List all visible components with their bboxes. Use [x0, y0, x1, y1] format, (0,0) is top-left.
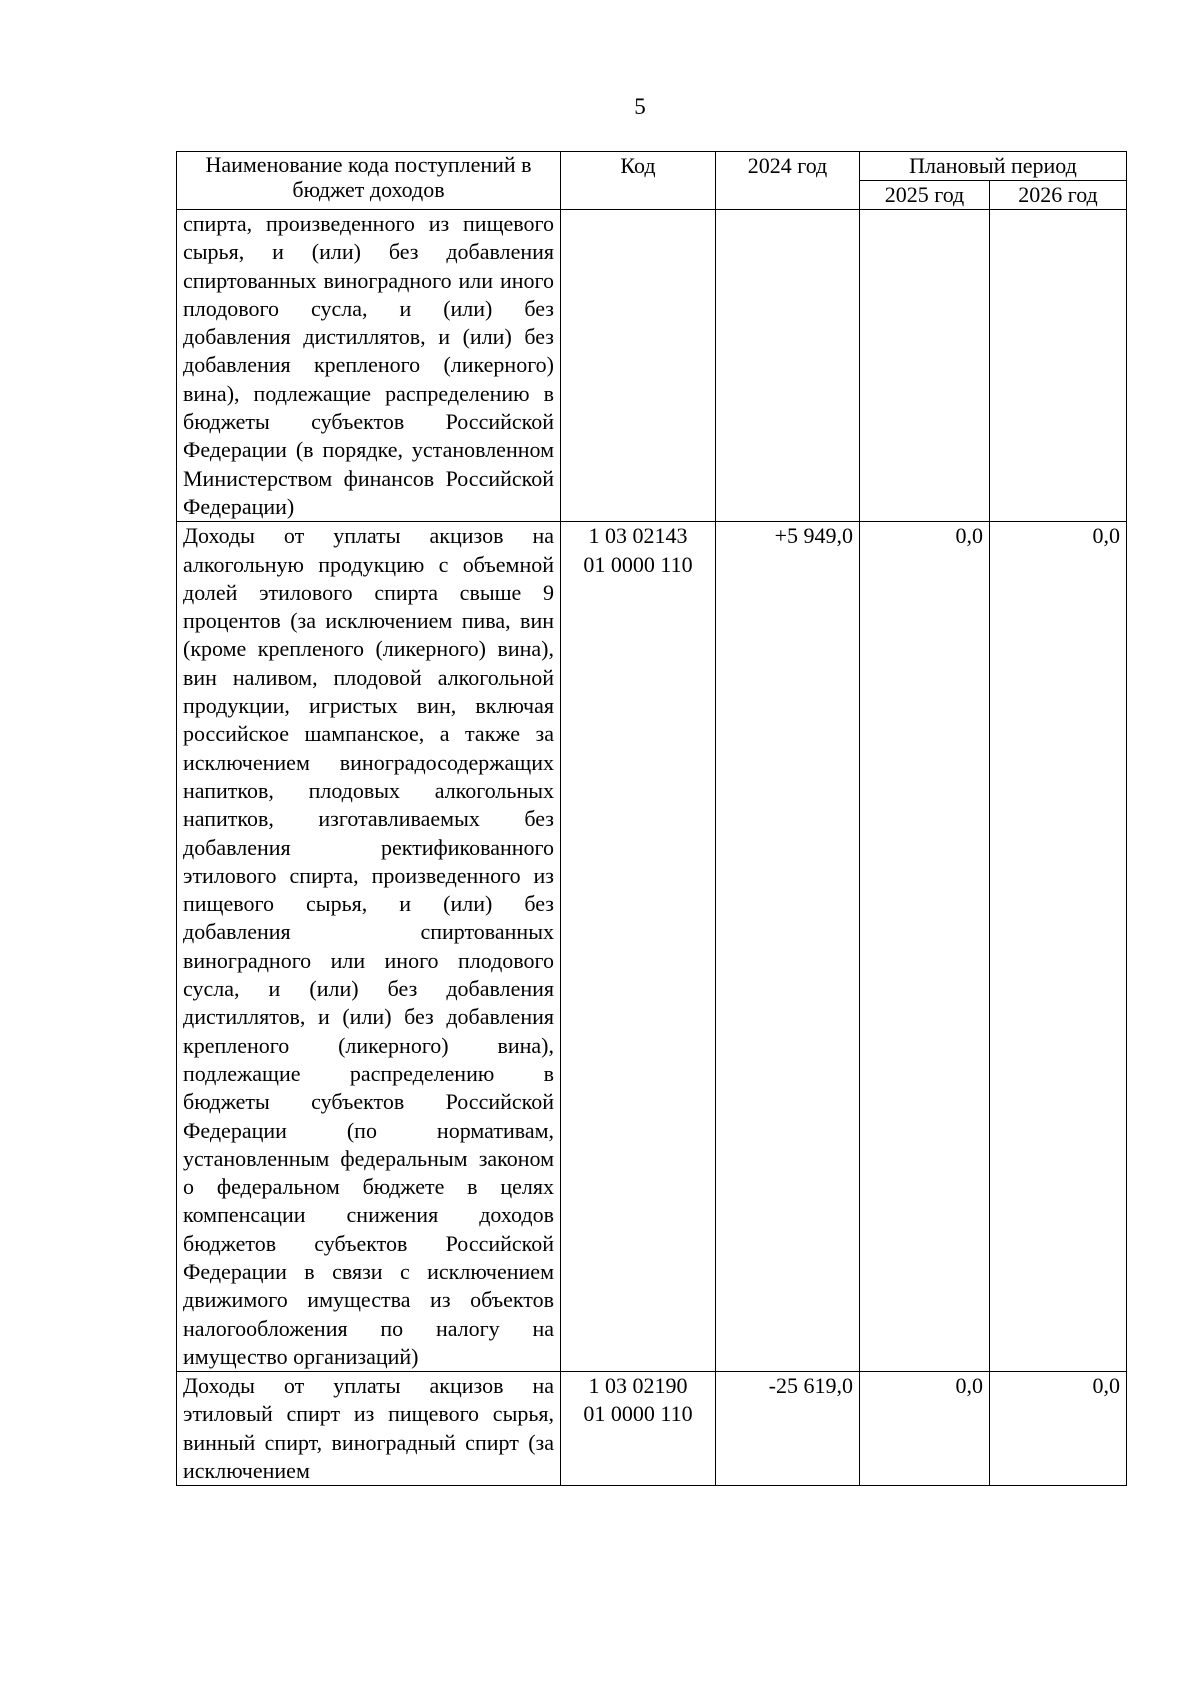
row-code-line1: 1 03 02143 [588, 523, 688, 549]
row-code [561, 1372, 716, 1486]
row-value-2024: -25 619,0 [716, 1372, 860, 1486]
row-value-2026: 0,0 [990, 1372, 1127, 1486]
header-planned-period: Плановый период [860, 152, 1127, 181]
row-name: Доходы от уплаты акцизов на этиловый спирт из пищевого сырья, винный спирт, виноградный спирт (за исключением [177, 1372, 561, 1486]
row-value-2024: +5 949,0 [716, 522, 860, 1372]
page-number: 5 [634, 94, 646, 119]
table-row [177, 210, 1127, 522]
row-code [561, 210, 716, 522]
row-code [561, 522, 716, 1372]
row-code-line1: 1 03 02190 [588, 1373, 688, 1399]
header-name: Наименование кода поступлений в бюджет доходов [177, 152, 561, 210]
row-value-2026: 0,0 [990, 522, 1127, 1372]
row-code-line2: 01 0000 110 [583, 551, 693, 577]
row-value-2025 [860, 210, 990, 522]
table-row [177, 522, 1127, 1372]
row-value-2024 [716, 210, 860, 522]
header-year-2026: 2026 год [990, 181, 1127, 210]
revenue-table [176, 151, 1127, 1486]
header-code: Код [561, 152, 716, 210]
row-code-line2: 01 0000 110 [583, 1401, 693, 1427]
row-value-2026 [990, 210, 1127, 522]
row-value-2025: 0,0 [860, 1372, 990, 1486]
header-year-2024: 2024 год [716, 152, 860, 210]
row-name: Доходы от уплаты акцизов на алкогольную продукцию с объемной долей этилового спирта свыше 9 процентов (за исключением пива, вин (кроме крепленого (ликерного) вина), вин наливом, плодовой алкогольной продукции, игристых вин, включая российское шампанское, а также за исключением виноградосодержащих напитков, плодовых алкогольных напитков, изготавливаемых без добавления ректификованного этилового спирта, произведенного из пищевого сырья, и (или) без добавления спиртованных виноградного или иного плодового сусла, и (или) без добавления дистиллятов, и (или) без добавления крепленого (ликерного) вина), подлежащие распределению в бюджеты субъектов Российской Федерации (по нормативам, установленным федеральным законом о федеральном бюджете в целях компенсации снижения доходов бюджетов субъектов Российской Федерации в связи с исключением движимого имущества из объектов налогообложения по налогу на имущество организаций) [177, 522, 561, 1372]
row-value-2025: 0,0 [860, 522, 990, 1372]
header-year-2025: 2025 год [860, 181, 990, 210]
row-name: спирта, произведенного из пищевого сырья, и (или) без добавления спиртованных виноградного или иного плодового сусла, и (или) без добавления дистиллятов, и (или) без добавления крепленого (ликерного) вина), подлежащие распределению в бюджеты субъектов Российской Федерации (в порядке, установленном Министерством финансов Российской Федерации) [177, 210, 561, 522]
table-row [177, 1372, 1127, 1486]
